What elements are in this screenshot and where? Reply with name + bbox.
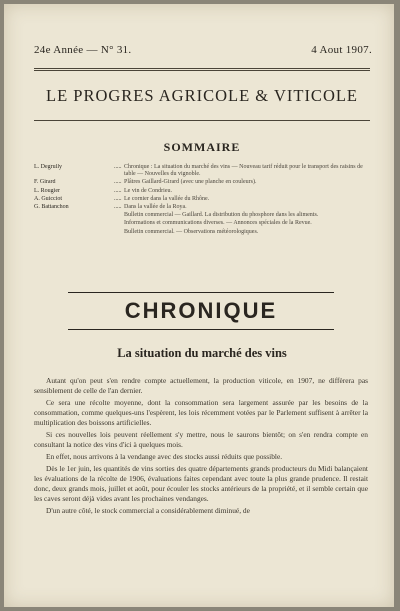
- article-paragraph: En effet, nous arrivons à la vendange avec des stocks aussi réduits que possible.: [46, 452, 283, 461]
- sommaire-title: SOMMAIRE: [163, 140, 241, 154]
- toc-text: Plâtres Gaillard-Girard (avec une planche en couleurs).: [124, 179, 257, 186]
- table-of-contents: [34, 164, 370, 237]
- toc-author: L. Degrully: [34, 164, 62, 170]
- article-paragraph: Ce sera une récolte moyenne, dont la consommation sera largement assurée par les besoins de la consommation, comme quelques-uns l'espèrent, les lois récemment votées par le Parlement suffisent à arrêter la multiplication des boissons artificielles.: [34, 398, 368, 427]
- article-body: [34, 376, 368, 518]
- toc-entry: F. Girard ..... Plâtres Gaillard-Girard (avec une planche en couleurs).: [34, 179, 370, 186]
- toc-author: L. Rougier: [34, 187, 60, 194]
- issue-header: [34, 44, 372, 56]
- section-title: CHRONIQUE: [124, 298, 278, 323]
- toc-author: F. Girard: [34, 179, 56, 186]
- toc-extra: Bulletin commercial. — Observations météorologiques.: [124, 228, 259, 235]
- section-banner: [68, 292, 334, 330]
- toc-text: Dans la vallée de la Roya.: [124, 204, 187, 211]
- toc-text: Le vin de Condrieu.: [124, 187, 172, 194]
- article-title: La situation du marché des vins: [117, 346, 287, 360]
- toc-extra: Informations et communications diverses. — Annonces spéciales de la Revue.: [124, 220, 312, 227]
- header-rule-double: [34, 70, 370, 71]
- issue-number: 24e Année — N° 31.: [34, 44, 132, 56]
- header-rule: [34, 68, 370, 69]
- article-paragraph: D'un autre côté, le stock commercial a considérablement diminué, de: [46, 506, 250, 515]
- toc-entry: L. Rougier ..... Le vin de Condrieu.: [34, 188, 370, 195]
- toc-extra: Bulletin commercial — Gaillard. La distribution du phosphore dans les aliments.: [124, 212, 319, 219]
- masthead-rule: [34, 120, 370, 121]
- toc-text: Le cornier dans la vallée du Rhône.: [124, 195, 210, 202]
- issue-date: 4 Aout 1907.: [311, 44, 372, 56]
- toc-entry: L. Degrully ..... Chronique : La situation du marché des vins — Nouveau tarif réduit pour le transport des raisins de table — Nouvelles du vignoble.: [34, 164, 370, 178]
- article-paragraph: Autant qu'on peut s'en rendre compte actuellement, la production viticole, en 1907, ne diffèrera pas sensiblement de celle de l'an dernier.: [34, 376, 368, 395]
- article-paragraph: Si ces nouvelles lois peuvent réellement s'y mettre, nous le saurons bientôt; on s'en rendra compte en consultant la notice des vins d'ici à quelques mois.: [34, 430, 368, 449]
- article-paragraph: Dès le 1er juin, les quantités de vins sorties des quatre départements grands producteurs du Midi balançaient les évaluations de la récolte de 1906, évaluations faites cependant avec toute la plus grande prudence. Il restait donc, deux grands mois, juillet et août, pour écouler les stocks antérieurs de la propriété, et il semble certain que les caves seront déjà vides avant les prochaines vendanges.: [34, 464, 368, 503]
- toc-text: Chronique : La situation du marché des vins — Nouveau tarif réduit pour le transport des raisins de table — Nouvelles du vignoble.: [124, 164, 363, 178]
- toc-entry: A. Guicciot ..... Le cornier dans la vallée du Rhône.: [34, 196, 370, 203]
- masthead-title: LE PROGRES AGRICOLE & VITICOLE: [45, 86, 359, 105]
- toc-entry: G. Battanchon ..... Dans la vallée de la Roya.: [34, 204, 370, 211]
- toc-author: A. Guicciot: [34, 195, 62, 202]
- toc-author: G. Battanchon: [34, 204, 69, 211]
- newspaper-page: [4, 4, 394, 607]
